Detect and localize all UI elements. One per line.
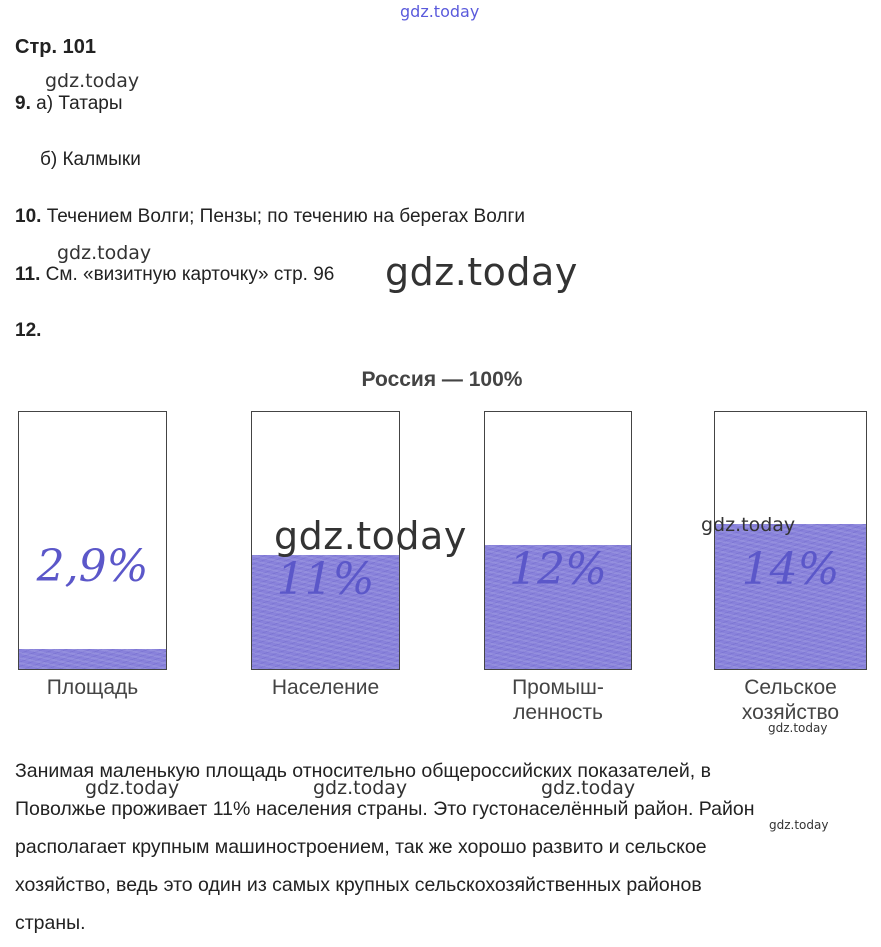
watermark-large: gdz.today bbox=[274, 514, 467, 558]
category-label bbox=[694, 675, 881, 725]
paragraph-line-3: располагает крупным машиностроением, так же хорошо развито и сельское bbox=[15, 836, 707, 858]
paragraph-line-4: хозяйство, ведь это один из самых крупных сельскохозяйственных районов bbox=[15, 874, 702, 896]
bar-frame bbox=[18, 411, 167, 670]
bar-value-label: 12% bbox=[509, 544, 607, 595]
answer-12-number: 12. bbox=[15, 320, 42, 341]
answer-number: 10. bbox=[15, 206, 42, 227]
bar-value-label: 11% bbox=[276, 554, 375, 605]
watermark-small: gdz.today bbox=[769, 818, 829, 832]
watermark: gdz.today bbox=[701, 514, 796, 536]
watermark: gdz.today bbox=[57, 242, 152, 264]
answer-text: См. «визитную карточку» стр. 96 bbox=[45, 264, 335, 285]
bar-frame bbox=[714, 411, 867, 670]
answer-11 bbox=[15, 264, 334, 286]
answer-number: 11. bbox=[15, 264, 41, 285]
category-label-line: Население bbox=[271, 676, 380, 699]
page-heading: Стр. 101 bbox=[15, 36, 96, 58]
watermark-top: gdz.today bbox=[400, 2, 480, 21]
bar-frame bbox=[484, 411, 632, 670]
chart-title bbox=[0, 368, 881, 392]
category-label bbox=[0, 675, 187, 700]
paragraph-line-5: страны. bbox=[15, 912, 86, 934]
paragraph-line-1: Занимая маленькую площадь относительно общероссийских показателей, в bbox=[15, 760, 711, 782]
bar-value-label: 2,9% bbox=[36, 541, 149, 592]
answer-9 bbox=[15, 93, 123, 115]
category-label-line: Сельское bbox=[744, 676, 837, 699]
answer-text: Течением Волги; Пензы; по течению на берегах Волги bbox=[46, 206, 525, 227]
category-label bbox=[464, 675, 652, 725]
answer-9-b: б) Калмыки bbox=[40, 149, 141, 170]
category-label bbox=[231, 675, 420, 700]
category-label-line: хозяйство bbox=[741, 701, 840, 724]
watermark: gdz.today bbox=[313, 777, 408, 799]
chart-title-text: Россия — 100% bbox=[361, 368, 523, 391]
bar-fill bbox=[19, 649, 166, 669]
watermark: gdz.today bbox=[45, 70, 140, 92]
watermark-small: gdz.today bbox=[768, 721, 828, 735]
category-label-line: Площадь bbox=[46, 676, 139, 699]
paragraph-line-2: Поволжье проживает 11% населения страны. Это густонаселённый район. Район bbox=[15, 798, 755, 820]
watermark: gdz.today bbox=[541, 777, 636, 799]
category-label-line: ленность bbox=[513, 701, 603, 724]
watermark-large: gdz.today bbox=[385, 250, 578, 294]
answer-number: 9. bbox=[15, 93, 31, 114]
answer-10 bbox=[15, 206, 525, 228]
bar-value-label: 14% bbox=[741, 544, 840, 595]
category-label-line: Промыш- bbox=[512, 676, 604, 699]
answer-text: а) Татары bbox=[36, 93, 123, 114]
watermark: gdz.today bbox=[85, 777, 180, 799]
